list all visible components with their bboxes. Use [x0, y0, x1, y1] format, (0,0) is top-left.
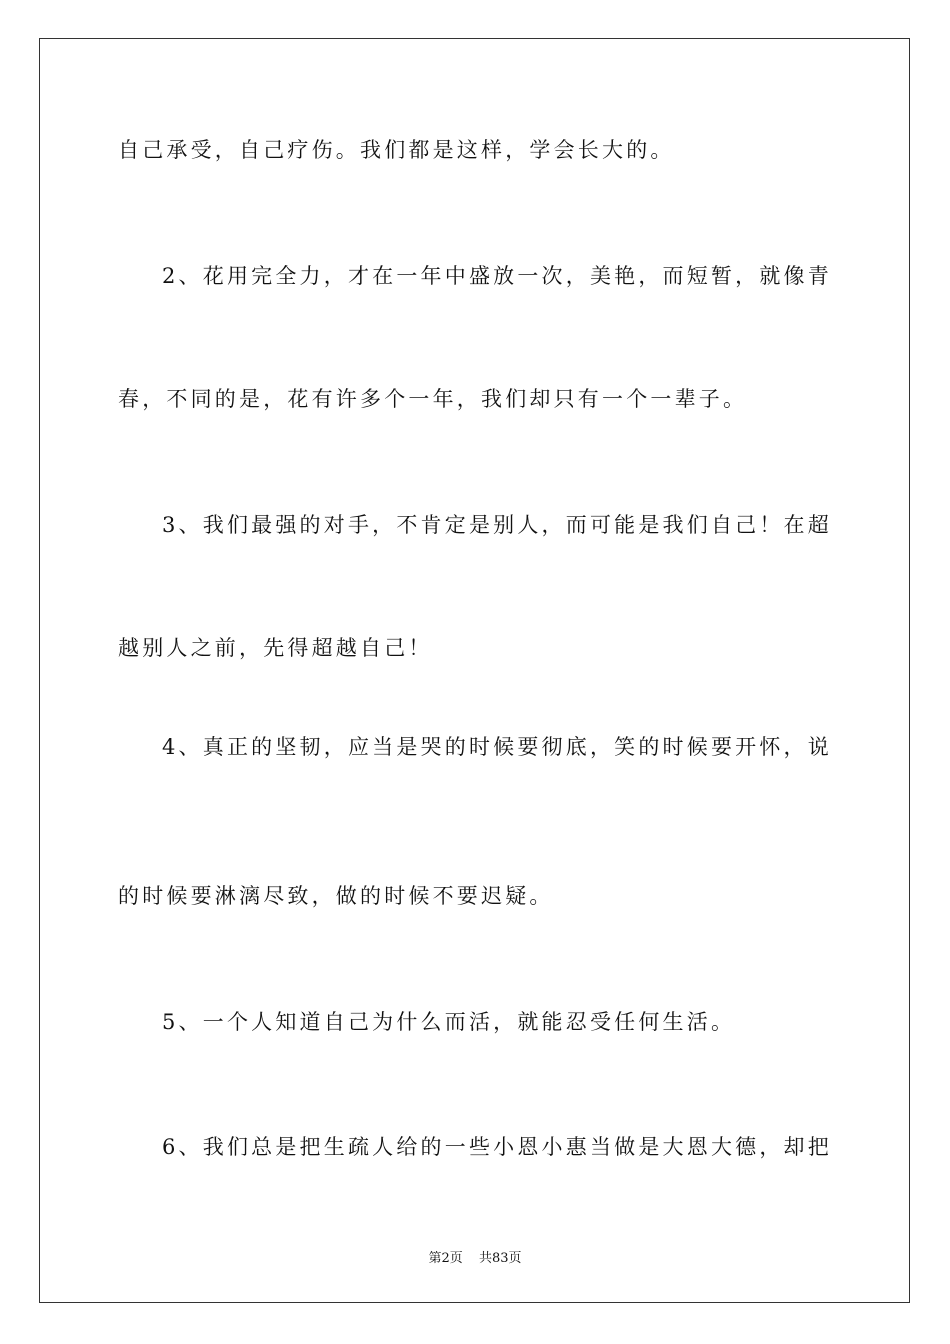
page-number: 第2页 [428, 1251, 463, 1266]
paragraph-1-line-2: 自己承受，自己疗伤。我们都是这样，学会长大的。 [118, 138, 675, 162]
paragraph-3-line-1: 3、我们最强的对手，不肯定是别人，而可能是我们自己！在超 [162, 513, 832, 537]
page-border [39, 38, 910, 1303]
page-footer [0, 1247, 950, 1266]
paragraph-3-line-2: 越别人之前，先得超越自己！ [118, 636, 433, 660]
total-pages: 共83页 [478, 1251, 522, 1266]
paragraph-4-line-1: 4、真正的坚韧，应当是哭的时候要彻底，笑的时候要开怀，说 [162, 735, 832, 759]
paragraph-2-line-1: 2、花用完全力，才在一年中盛放一次，美艳，而短暂，就像青 [162, 264, 832, 288]
paragraph-5-line-1: 5、一个人知道自己为什么而活，就能忍受任何生活。 [162, 1010, 736, 1034]
paragraph-2-line-2: 春，不同的是，花有许多个一年，我们却只有一个一辈子。 [118, 387, 748, 411]
paragraph-6-line-1: 6、我们总是把生疏人给的一些小恩小惠当做是大恩大德，却把 [162, 1135, 832, 1159]
paragraph-4-line-2: 的时候要淋漓尽致，做的时候不要迟疑。 [118, 884, 554, 908]
